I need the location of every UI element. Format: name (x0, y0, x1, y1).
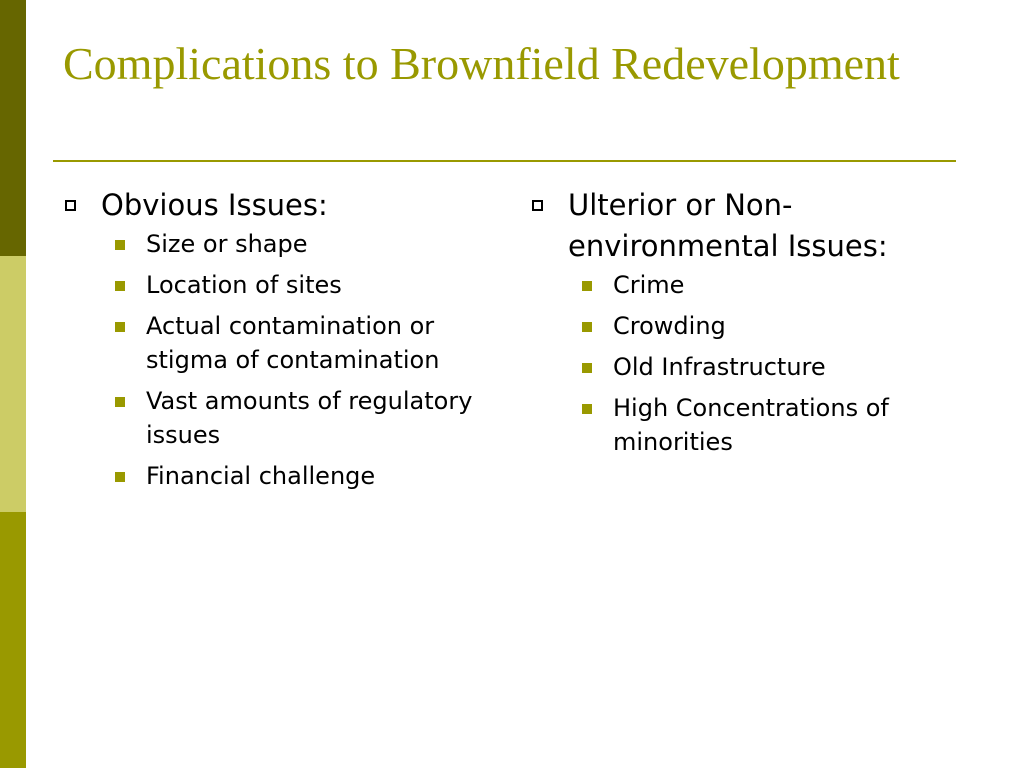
left-column (63, 185, 513, 493)
decorative-side-bar (0, 0, 26, 768)
filled-square-icon (115, 281, 125, 291)
list-item-text: Old Infrastructure (613, 353, 826, 381)
list-item-text: Vast amounts of regulatory issues (146, 387, 473, 449)
right-column (530, 185, 980, 459)
list-item-text: Actual contamination or stigma of contamination (146, 312, 440, 374)
list-item (582, 268, 980, 302)
left-column-heading: Obvious Issues: (101, 188, 328, 222)
list-item-text: Location of sites (146, 271, 342, 299)
list-item-text: Crime (613, 271, 685, 299)
list-item (582, 309, 980, 343)
right-column-heading-item (530, 185, 980, 267)
filled-square-icon (582, 404, 592, 414)
filled-square-icon (582, 322, 592, 332)
hollow-square-icon (532, 200, 543, 211)
list-item (115, 309, 513, 377)
list-item-text: Size or shape (146, 230, 308, 258)
right-column-list (582, 268, 980, 459)
side-bar-bottom-segment (0, 512, 26, 768)
list-item (115, 268, 513, 302)
slide-title: Complications to Brownfield Redevelopment (63, 38, 900, 89)
list-item (115, 459, 513, 493)
list-item-text: Financial challenge (146, 462, 376, 490)
list-item (115, 227, 513, 261)
filled-square-icon (115, 322, 125, 332)
filled-square-icon (582, 281, 592, 291)
left-column-list (115, 227, 513, 493)
filled-square-icon (582, 363, 592, 373)
right-column-heading: Ulterior or Non-environmental Issues: (568, 188, 888, 263)
left-column-heading-item (63, 185, 513, 226)
filled-square-icon (115, 472, 125, 482)
filled-square-icon (115, 397, 125, 407)
list-item (582, 391, 980, 459)
title-divider (53, 160, 956, 162)
list-item (115, 384, 513, 452)
filled-square-icon (115, 240, 125, 250)
side-bar-middle-segment (0, 256, 26, 512)
side-bar-top-segment (0, 0, 26, 256)
list-item-text: High Concentrations of minorities (613, 394, 889, 456)
list-item (582, 350, 980, 384)
hollow-square-icon (65, 200, 76, 211)
list-item-text: Crowding (613, 312, 726, 340)
